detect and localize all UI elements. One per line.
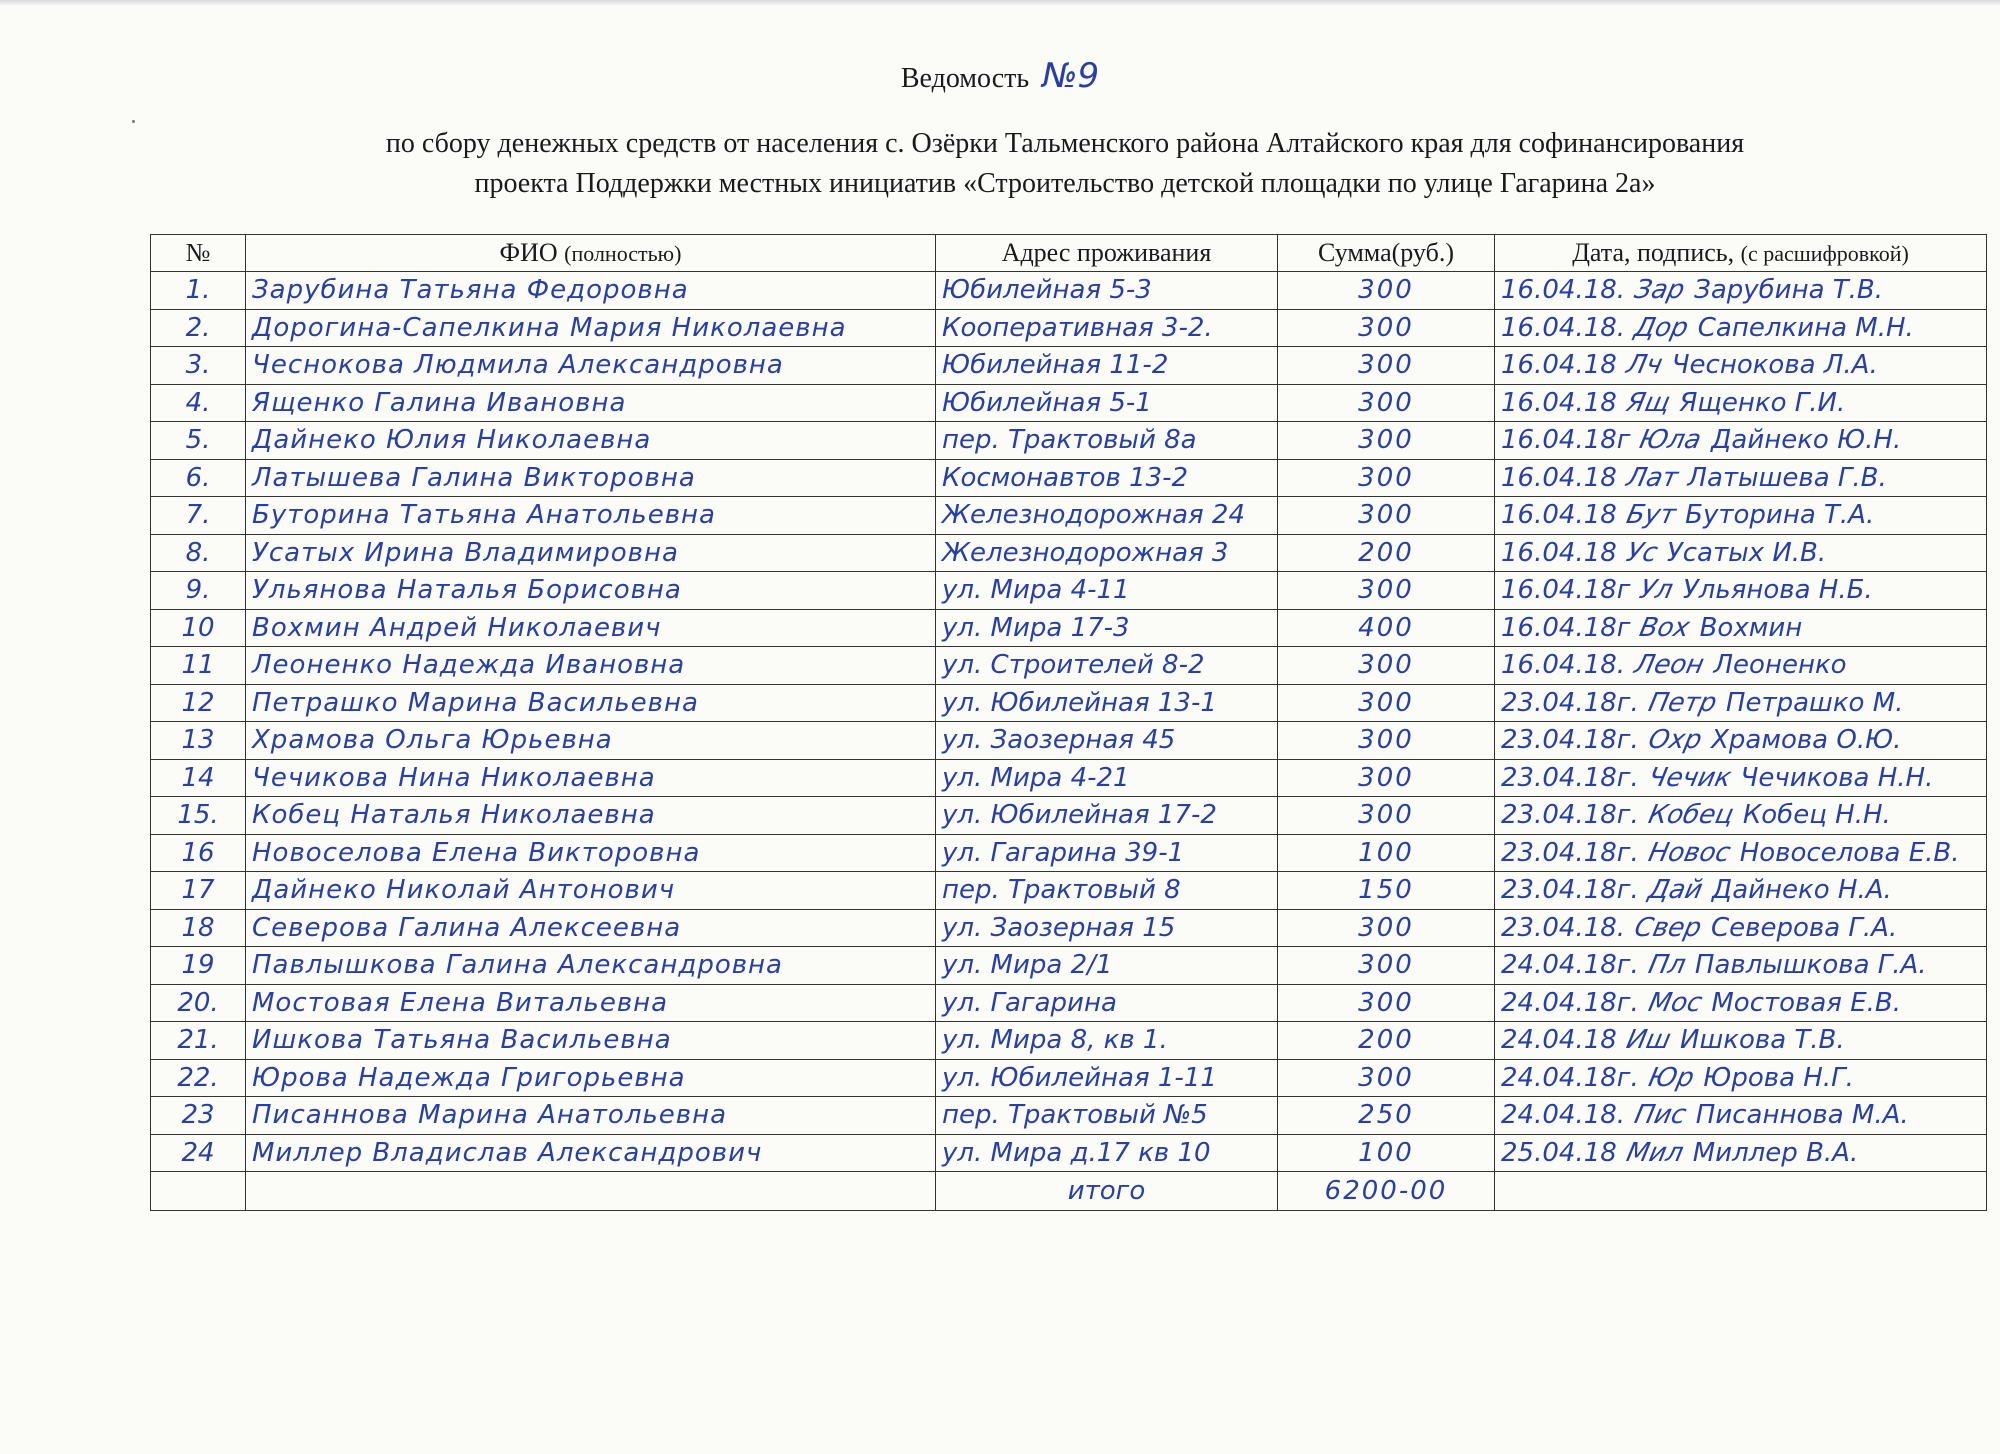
row-date-signature: [1495, 909, 1987, 947]
row-signature-decode: Дайнеко Н.А.: [1711, 875, 1892, 906]
row-signature-decode: Ященко Г.И.: [1679, 387, 1846, 418]
row-signature: Чечик: [1645, 762, 1734, 793]
row-date-signature: [1495, 1059, 1987, 1097]
row-sum: 200: [1278, 534, 1495, 572]
table-row: [151, 534, 1987, 572]
row-address: ул. Гагарина 39-1: [936, 834, 1278, 872]
table-row: [151, 497, 1987, 535]
row-full-name: Латышева Галина Викторовна: [246, 459, 936, 497]
row-number: 21.: [151, 1022, 246, 1060]
row-signature: Леон: [1631, 650, 1707, 681]
row-number: 15.: [151, 797, 246, 835]
row-date: 24.04.18.: [1501, 1100, 1626, 1131]
row-signature: Юр: [1645, 1062, 1697, 1093]
table-header-row: [151, 235, 1987, 272]
table-row: [151, 872, 1987, 910]
row-full-name: Леоненко Надежда Ивановна: [246, 647, 936, 685]
table-row: [151, 1097, 1987, 1135]
total-sum: 6200-00: [1278, 1172, 1495, 1211]
row-sum: 300: [1278, 797, 1495, 835]
row-signature-decode: Зарубина Т.В.: [1694, 275, 1884, 306]
row-signature-decode: Латышева Г.В.: [1687, 462, 1887, 493]
table-row: [151, 834, 1987, 872]
table-row: [151, 647, 1987, 685]
row-full-name: Ященко Галина Ивановна: [246, 384, 936, 422]
row-date: 16.04.18: [1501, 500, 1617, 531]
row-full-name: Дайнеко Юлия Николаевна: [246, 422, 936, 460]
row-full-name: Храмова Ольга Юрьевна: [246, 722, 936, 760]
row-number: 14: [151, 759, 246, 797]
row-signature-decode: Миллер В.А.: [1692, 1137, 1859, 1168]
row-address: Железнодорожная 3: [936, 534, 1278, 572]
row-signature: Иш: [1623, 1025, 1674, 1056]
row-number: 6.: [151, 459, 246, 497]
row-sum: 300: [1278, 572, 1495, 610]
header-sign-note: (с расшифровкой): [1740, 241, 1909, 266]
row-signature: Охр: [1645, 725, 1705, 756]
row-signature: Ус: [1623, 537, 1661, 568]
row-signature-decode: Вохмин: [1699, 612, 1803, 643]
row-date-signature: [1495, 1097, 1987, 1135]
row-date-signature: [1495, 797, 1987, 835]
row-full-name: Чечикова Нина Николаевна: [246, 759, 936, 797]
row-signature-decode: Леоненко: [1713, 650, 1847, 681]
row-number: 20.: [151, 984, 246, 1022]
row-number: 3.: [151, 347, 246, 385]
row-number: 13: [151, 722, 246, 760]
row-date-signature: [1495, 609, 1987, 647]
row-signature: Дай: [1645, 875, 1706, 906]
total-empty-num: [151, 1172, 246, 1211]
row-date: 23.04.18г.: [1501, 762, 1639, 793]
row-signature-decode: Ишкова Т.В.: [1680, 1025, 1845, 1056]
row-full-name: Юрова Надежда Григорьевна: [246, 1059, 936, 1097]
row-date: 16.04.18г: [1501, 425, 1631, 456]
row-address: ул. Юбилейная 1-11: [936, 1059, 1278, 1097]
row-address: ул. Строителей 8-2: [936, 647, 1278, 685]
total-empty-sign: [1495, 1172, 1987, 1211]
table-row: [151, 1022, 1987, 1060]
table-row: [151, 347, 1987, 385]
row-full-name: Усатых Ирина Владимировна: [246, 534, 936, 572]
row-signature: Мос: [1645, 987, 1705, 1018]
row-signature: Петр: [1645, 687, 1720, 718]
row-date-signature: [1495, 309, 1987, 347]
row-number: 23: [151, 1097, 246, 1135]
row-signature: Кобец: [1645, 800, 1737, 831]
row-address: пер. Трактовый №5: [936, 1097, 1278, 1135]
subtitle-line-2: проекта Поддержки местных инициатив «Строительство детской площадки по улице Гагарина 2а»: [474, 168, 1656, 199]
table-body: [151, 272, 1987, 1211]
row-sum: 300: [1278, 909, 1495, 947]
row-signature: Свер: [1631, 912, 1705, 943]
row-address: пер. Трактовый 8: [936, 872, 1278, 910]
row-sum: 300: [1278, 497, 1495, 535]
table-row: [151, 609, 1987, 647]
row-address: ул. Мира д.17 кв 10: [936, 1134, 1278, 1172]
row-date-signature: [1495, 1022, 1987, 1060]
row-number: 12: [151, 684, 246, 722]
row-full-name: Зарубина Татьяна Федоровна: [246, 272, 936, 310]
row-full-name: Новоселова Елена Викторовна: [246, 834, 936, 872]
row-sum: 300: [1278, 347, 1495, 385]
header-name-label: ФИО: [499, 238, 558, 267]
row-date-signature: [1495, 984, 1987, 1022]
row-full-name: Северова Галина Алексеевна: [246, 909, 936, 947]
row-signature-decode: Петрашко М.: [1725, 687, 1904, 718]
row-full-name: Миллер Владислав Александрович: [246, 1134, 936, 1172]
row-signature-decode: Новоселова Е.В.: [1739, 837, 1960, 868]
contributions-table: [150, 234, 1987, 1211]
header-name: [246, 235, 936, 272]
row-number: 18: [151, 909, 246, 947]
row-signature-decode: Юрова Н.Г.: [1703, 1062, 1854, 1093]
row-signature: Пис: [1631, 1100, 1689, 1131]
title-text: Ведомость: [900, 63, 1030, 94]
row-full-name: Чеснокова Людмила Александровна: [246, 347, 936, 385]
row-date-signature: [1495, 872, 1987, 910]
row-date: 23.04.18г.: [1501, 875, 1639, 906]
row-date: 16.04.18.: [1501, 312, 1626, 343]
row-date-signature: [1495, 534, 1987, 572]
header-num: №: [151, 235, 246, 272]
row-signature: Юла: [1637, 425, 1705, 456]
row-date: 25.04.18: [1501, 1137, 1617, 1168]
row-date-signature: [1495, 347, 1987, 385]
row-date: 16.04.18: [1501, 350, 1617, 381]
row-sum: 300: [1278, 1059, 1495, 1097]
header-sign: [1495, 235, 1987, 272]
table-row: [151, 759, 1987, 797]
row-signature: Дор: [1631, 312, 1691, 343]
row-full-name: Петрашко Марина Васильевна: [246, 684, 936, 722]
row-number: 17: [151, 872, 246, 910]
row-full-name: Павлышкова Галина Александровна: [246, 947, 936, 985]
row-full-name: Дайнеко Николай Антонович: [246, 872, 936, 910]
row-signature: Лч: [1623, 350, 1665, 381]
row-number: 22.: [151, 1059, 246, 1097]
row-number: 16: [151, 834, 246, 872]
row-sum: 300: [1278, 684, 1495, 722]
row-full-name: Кобец Наталья Николаевна: [246, 797, 936, 835]
row-address: ул. Мира 2/1: [936, 947, 1278, 985]
table-row: [151, 947, 1987, 985]
header-sum: Сумма(руб.): [1278, 235, 1495, 272]
row-signature: Ул: [1637, 575, 1677, 606]
handwritten-number: №9: [1042, 56, 1100, 96]
row-address: Юбилейная 11-2: [936, 347, 1278, 385]
row-full-name: Писаннова Марина Анатольевна: [246, 1097, 936, 1135]
table-row: [151, 984, 1987, 1022]
row-date-signature: [1495, 459, 1987, 497]
table-row: [151, 1059, 1987, 1097]
row-address: ул. Юбилейная 17-2: [936, 797, 1278, 835]
row-number: 2.: [151, 309, 246, 347]
row-date-signature: [1495, 722, 1987, 760]
row-address: ул. Юбилейная 13-1: [936, 684, 1278, 722]
table-row: [151, 572, 1987, 610]
row-signature: Вох: [1637, 612, 1693, 643]
row-signature-decode: Писаннова М.А.: [1695, 1100, 1909, 1131]
row-sum: 300: [1278, 759, 1495, 797]
row-signature-decode: Кобец Н.Н.: [1742, 800, 1891, 831]
header-address: Адрес проживания: [936, 235, 1278, 272]
header-sign-label: Дата, подпись,: [1572, 238, 1735, 267]
row-date-signature: [1495, 1134, 1987, 1172]
row-number: 10: [151, 609, 246, 647]
row-date-signature: [1495, 647, 1987, 685]
row-address: Кооперативная 3-2.: [936, 309, 1278, 347]
table-row: [151, 797, 1987, 835]
row-signature-decode: Усатых И.В.: [1666, 537, 1827, 568]
row-number: 5.: [151, 422, 246, 460]
row-date-signature: [1495, 947, 1987, 985]
row-signature: Мил: [1623, 1137, 1686, 1168]
row-sum: 300: [1278, 309, 1495, 347]
row-date-signature: [1495, 422, 1987, 460]
row-signature: Зар: [1631, 275, 1688, 306]
row-sum: 300: [1278, 722, 1495, 760]
row-number: 11: [151, 647, 246, 685]
total-empty-name: [246, 1172, 936, 1211]
row-number: 19: [151, 947, 246, 985]
row-address: ул. Гагарина: [936, 984, 1278, 1022]
row-sum: 300: [1278, 459, 1495, 497]
row-date: 16.04.18.: [1501, 650, 1626, 681]
row-date: 16.04.18: [1501, 462, 1617, 493]
row-sum: 300: [1278, 422, 1495, 460]
row-address: ул. Мира 4-21: [936, 759, 1278, 797]
row-address: ул. Заозерная 15: [936, 909, 1278, 947]
row-sum: 300: [1278, 947, 1495, 985]
row-sum: 100: [1278, 1134, 1495, 1172]
row-sum: 150: [1278, 872, 1495, 910]
row-address: ул. Мира 4-11: [936, 572, 1278, 610]
table-row: [151, 909, 1987, 947]
table-row: [151, 309, 1987, 347]
row-date-signature: [1495, 497, 1987, 535]
row-date: 16.04.18.: [1501, 275, 1626, 306]
row-signature: Ящ: [1623, 387, 1673, 418]
row-signature-decode: Северова Г.А.: [1711, 912, 1898, 943]
row-full-name: Буторина Татьяна Анатольевна: [246, 497, 936, 535]
row-address: Космонавтов 13-2: [936, 459, 1278, 497]
row-signature: Пл: [1645, 950, 1689, 981]
row-number: 7.: [151, 497, 246, 535]
row-signature: Новос: [1645, 837, 1733, 868]
subtitle-line-1: по сбору денежных средств от населения с. Озёрки Тальменского района Алтайского края для софинансирования: [385, 128, 1745, 159]
row-address: Юбилейная 5-1: [936, 384, 1278, 422]
row-number: 8.: [151, 534, 246, 572]
row-number: 1.: [151, 272, 246, 310]
header-name-note: (полностью): [564, 241, 682, 266]
row-signature-decode: Павлышкова Г.А.: [1694, 950, 1927, 981]
table-row: [151, 1134, 1987, 1172]
row-signature-decode: Буторина Т.А.: [1685, 500, 1875, 531]
row-full-name: Ишкова Татьяна Васильевна: [246, 1022, 936, 1060]
row-date: 16.04.18: [1501, 537, 1617, 568]
row-date: 23.04.18г.: [1501, 725, 1639, 756]
stray-dot: [132, 120, 135, 123]
row-full-name: Вохмин Андрей Николаевич: [246, 609, 936, 647]
row-date: 23.04.18.: [1501, 912, 1626, 943]
row-sum: 100: [1278, 834, 1495, 872]
row-number: 4.: [151, 384, 246, 422]
row-signature-decode: Ульянова Н.Б.: [1682, 575, 1873, 606]
row-date: 16.04.18: [1501, 387, 1617, 418]
row-date: 23.04.18г.: [1501, 687, 1639, 718]
row-sum: 300: [1278, 384, 1495, 422]
row-date: 16.04.18г: [1501, 575, 1631, 606]
row-date: 24.04.18: [1501, 1025, 1617, 1056]
row-date: 24.04.18г.: [1501, 950, 1639, 981]
row-number: 24: [151, 1134, 246, 1172]
table-row: [151, 422, 1987, 460]
row-address: Юбилейная 5-3: [936, 272, 1278, 310]
row-date: 24.04.18г.: [1501, 1062, 1639, 1093]
row-sum: 300: [1278, 272, 1495, 310]
row-date: 24.04.18г.: [1501, 987, 1639, 1018]
row-signature-decode: Чечикова Н.Н.: [1740, 762, 1934, 793]
row-signature: Бут: [1623, 500, 1679, 531]
row-sum: 400: [1278, 609, 1495, 647]
document-title: [0, 56, 2000, 96]
row-sum: 300: [1278, 984, 1495, 1022]
row-date: 23.04.18г.: [1501, 800, 1639, 831]
row-sum: 250: [1278, 1097, 1495, 1135]
row-date-signature: [1495, 272, 1987, 310]
row-address: ул. Мира 8, кв 1.: [936, 1022, 1278, 1060]
total-row: [151, 1172, 1987, 1211]
row-signature-decode: Дайнеко Ю.Н.: [1711, 425, 1902, 456]
scan-edge: [0, 0, 2000, 6]
row-sum: 200: [1278, 1022, 1495, 1060]
row-date-signature: [1495, 759, 1987, 797]
row-signature-decode: Храмова О.Ю.: [1711, 725, 1902, 756]
row-full-name: Мостовая Елена Витальевна: [246, 984, 936, 1022]
row-date-signature: [1495, 572, 1987, 610]
row-signature-decode: Мостовая Е.В.: [1711, 987, 1902, 1018]
row-date: 16.04.18г: [1501, 612, 1631, 643]
table-row: [151, 272, 1987, 310]
row-full-name: Дорогина-Сапелкина Мария Николаевна: [246, 309, 936, 347]
row-date-signature: [1495, 834, 1987, 872]
row-date-signature: [1495, 384, 1987, 422]
row-signature-decode: Сапелкина М.Н.: [1697, 312, 1914, 343]
table-row: [151, 722, 1987, 760]
table-row: [151, 684, 1987, 722]
table-row: [151, 384, 1987, 422]
total-label: итого: [936, 1172, 1278, 1211]
row-address: пер. Трактовый 8а: [936, 422, 1278, 460]
row-signature: Лат: [1623, 462, 1681, 493]
row-date: 23.04.18г.: [1501, 837, 1639, 868]
row-signature-decode: Чеснокова Л.А.: [1671, 350, 1878, 381]
row-number: 9.: [151, 572, 246, 610]
table-row: [151, 459, 1987, 497]
row-address: Железнодорожная 24: [936, 497, 1278, 535]
row-sum: 300: [1278, 647, 1495, 685]
row-date-signature: [1495, 684, 1987, 722]
row-address: ул. Заозерная 45: [936, 722, 1278, 760]
row-address: ул. Мира 17-3: [936, 609, 1278, 647]
row-full-name: Ульянова Наталья Борисовна: [246, 572, 936, 610]
